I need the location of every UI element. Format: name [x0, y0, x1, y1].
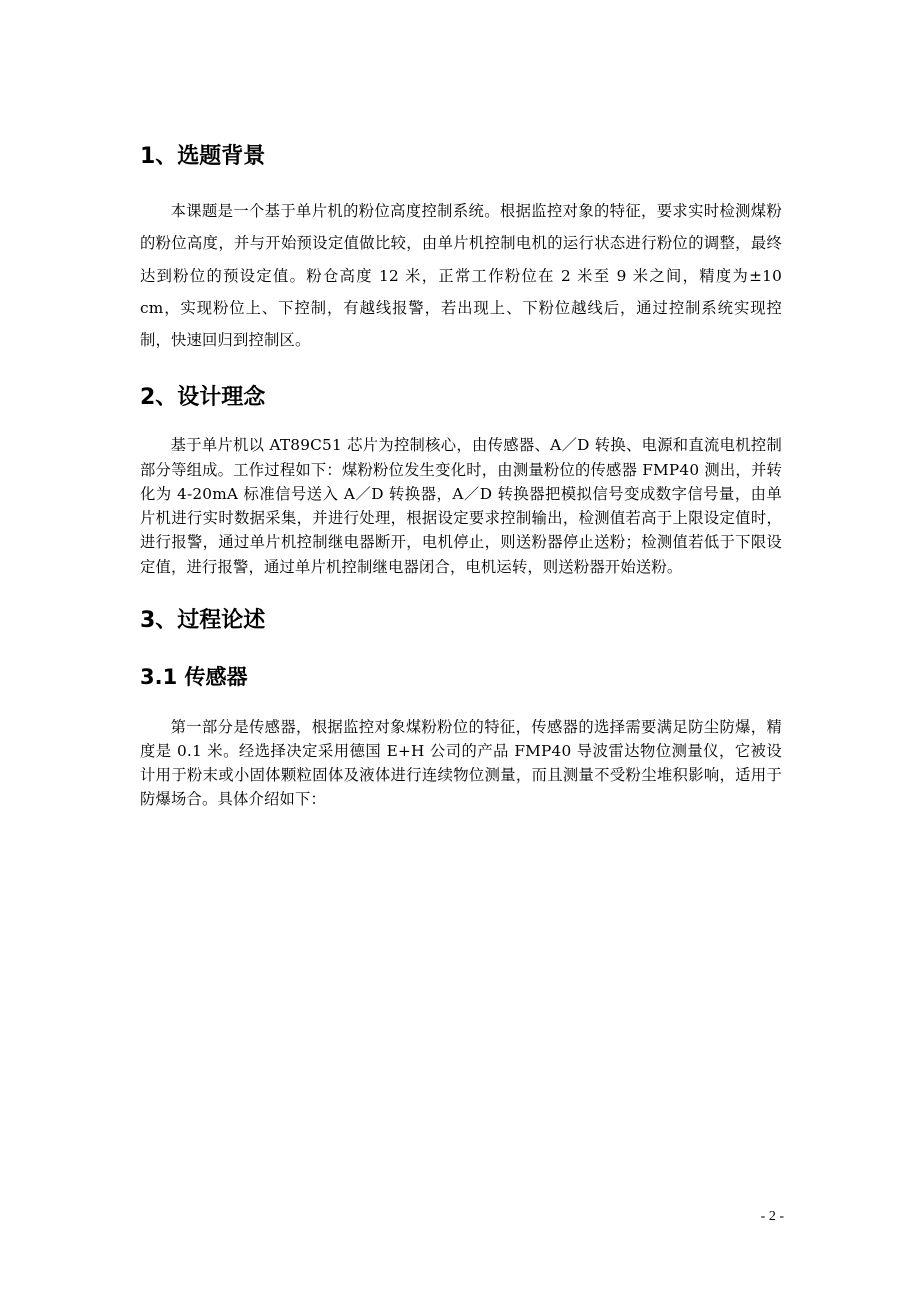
- section-paragraph-design-concept: 基于单片机以 AT89C51 芯片为控制核心，由传感器、A／D 转换、电源和直流电机控制部分等组成。工作过程如下：煤粉粉位发生变化时，由测量粉位的传感器 FMP40 测出，并转化为 4-20mA 标准信号送入 A／D 转换器，A／D 转换器把模拟信号变成数字信号量，由单片机进行实时数据采集，并进行处理，根据设定要求控制输出，检测值若高于上限设定值时，进行报警，通过单片机控制继电器断开，电机停止，则送粉器停止送粉；检测值若低于下限设定值，进行报警，通过单片机控制继电器闭合，电机运转，则送粉器开始送粉。: [140, 436, 782, 576]
- section-heading-design-concept: 2、设计理念: [140, 385, 266, 411]
- subsection-heading-sensor: 3.1 传感器: [140, 664, 248, 689]
- section-heading-background: 1、选题背景: [140, 144, 266, 169]
- section-heading-process: 3、过程论述: [140, 607, 266, 633]
- subsection-paragraph-sensor: 第一部分是传感器，根据监控对象煤粉粉位的特征，传感器的选择需要满足防尘防爆，精度是 0.1 米。经选择决定采用德国 E+H 公司的产品 FMP40 导波雷达物位测量仪，它被设计用于粉末或小固体颗粒固体及液体进行连续物位测量，而且测量不受粉尘堆积影响，适用于防爆场合。具体介绍如下：: [140, 717, 782, 809]
- section-paragraph-background: 本课题是一个基于单片机的粉位高度控制系统。根据监控对象的特征，要求实时检测煤粉的粉位高度，并与开始预设定值做比较，由单片机控制电机的运行状态进行粉位的调整，最终达到粉位的预设定值。粉仓高度 12 米，正常工作粉位在 2 米至 9 米之间，精度为±10 cm，实现粉位上、下控制，有越线报警，若出现上、下粉位越线后，通过控制系统实现控制，快速回归到控制区。: [140, 202, 782, 350]
- page-number: - 2 -: [760, 1209, 784, 1224]
- page-content: [140, 140, 782, 812]
